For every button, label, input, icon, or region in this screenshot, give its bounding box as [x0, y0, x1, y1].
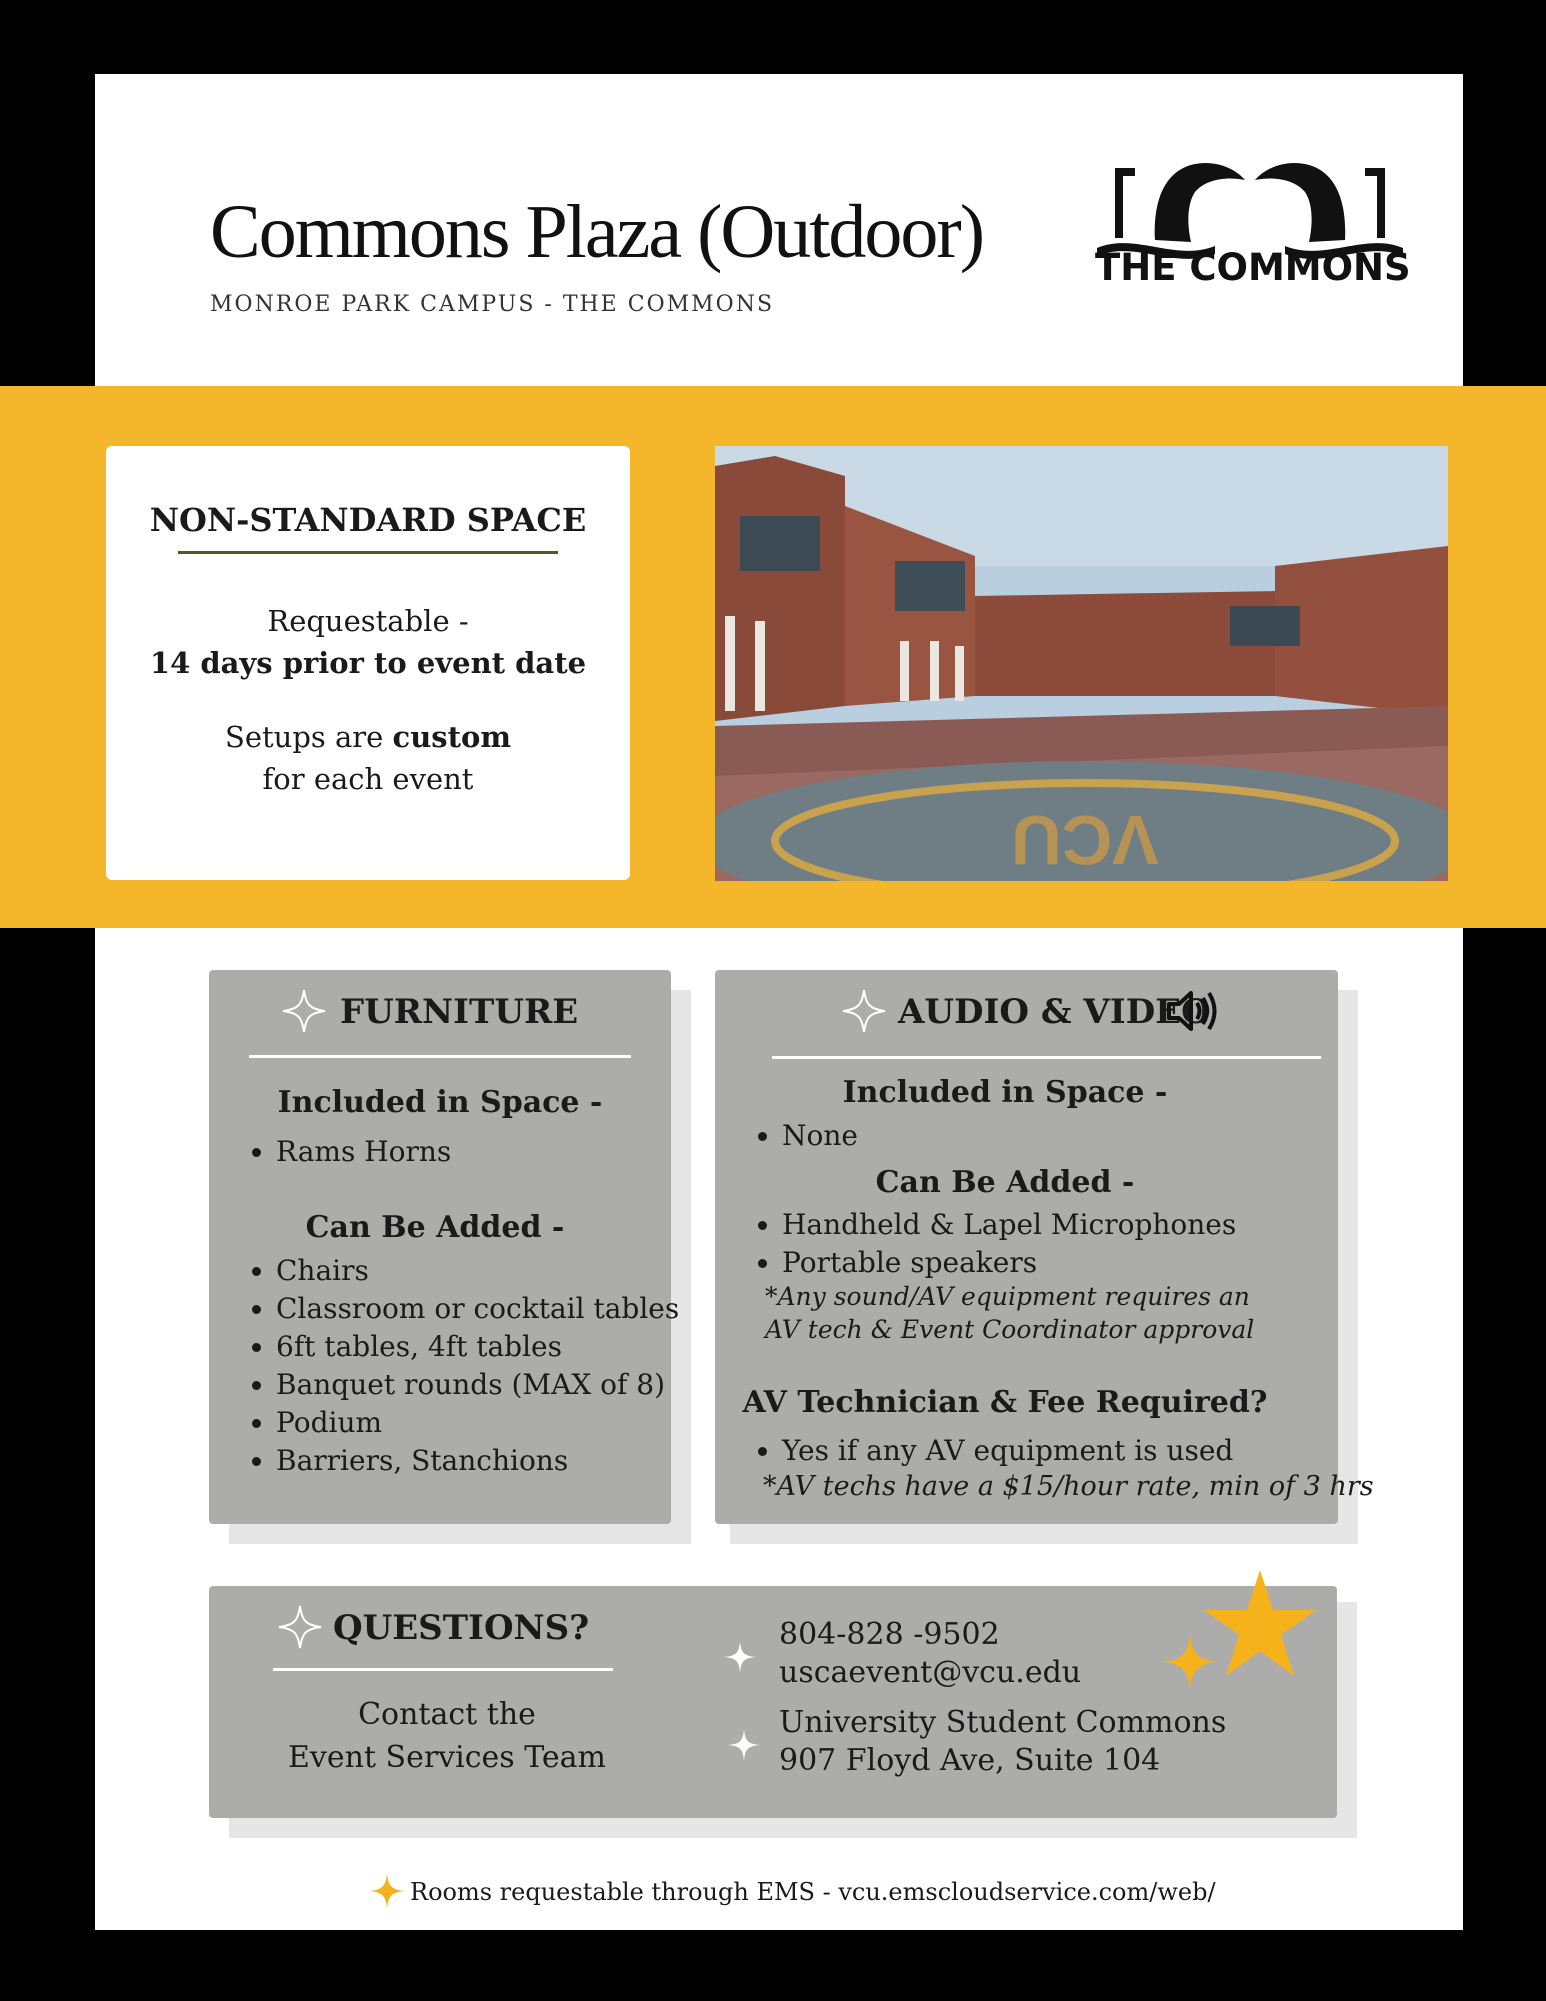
sparkle-icon [368, 1872, 406, 1910]
sparkle-icon [277, 1604, 323, 1650]
questions-divider [273, 1668, 613, 1671]
list-item: • None [782, 1117, 858, 1155]
av-included-label: Included in Space - [842, 1075, 1168, 1110]
av-tech-list [750, 1432, 1233, 1470]
furniture-heading: FURNITURE [340, 992, 579, 1032]
footer-note[interactable]: Rooms requestable through EMS - vcu.emscloudservice.com/web/ [410, 1878, 1216, 1906]
av-divider [772, 1056, 1321, 1059]
list-item: • Portable speakers [782, 1244, 1236, 1282]
email-address[interactable]: uscaevent@vcu.edu [779, 1655, 1082, 1690]
av-addable-label: Can Be Added - [875, 1165, 1135, 1200]
furniture-included-list [244, 1133, 451, 1171]
list-item: • Handheld & Lapel Microphones [782, 1206, 1236, 1244]
av-included-list [750, 1117, 858, 1155]
pavement-text: VCU [1011, 801, 1159, 879]
av-addable-list [750, 1206, 1236, 1282]
page-subtitle: MONROE PARK CAMPUS - THE COMMONS [210, 292, 775, 317]
page-title: Commons Plaza (Outdoor) [210, 190, 984, 274]
speaker-icon [1165, 988, 1217, 1034]
list-item: • Podium [276, 1404, 679, 1442]
list-item: • Classroom or cocktail tables [276, 1290, 679, 1328]
card-divider [178, 551, 558, 554]
av-panel [715, 970, 1374, 1524]
logo-text: THE COMMONS [1095, 246, 1411, 289]
sparkle-icon [841, 988, 887, 1034]
list-item: • Chairs [276, 1252, 679, 1290]
sparkle-icon [281, 988, 327, 1034]
contact-line1: Contact the [358, 1697, 536, 1732]
av-heading: AUDIO & VIDEO [898, 992, 1211, 1032]
av-tech-label: AV Technician & Fee Required? [742, 1385, 1268, 1420]
setups-line: Setups are custom [224, 720, 512, 754]
requestable-line: Requestable - [267, 604, 469, 638]
address-line1: University Student Commons [779, 1705, 1227, 1740]
non-standard-space-card [106, 446, 630, 880]
furniture-addable-list [244, 1252, 679, 1480]
sparkle-icon [727, 1728, 761, 1762]
list-item: • Yes if any AV equipment is used [782, 1432, 1233, 1470]
av-tech-note: *AV techs have a $15/hour rate, min of 3 hrs [763, 1471, 1374, 1502]
phone-number[interactable]: 804-828 -9502 [779, 1617, 1000, 1652]
contact-line2: Event Services Team [288, 1740, 606, 1775]
av-note-line2: AV tech & Event Coordinator approval [765, 1315, 1255, 1344]
questions-panel [209, 1586, 1337, 1818]
sparkle-icon [1160, 1632, 1220, 1692]
furniture-included-label: Included in Space - [277, 1085, 603, 1120]
furniture-divider [249, 1055, 631, 1058]
setups-line-2: for each event [262, 762, 474, 796]
list-item: • Banquet rounds (MAX of 8) [276, 1366, 679, 1404]
list-item: • 6ft tables, 4ft tables [276, 1328, 679, 1366]
plaza-photo [715, 446, 1448, 881]
address-line2: 907 Floyd Ave, Suite 104 [779, 1743, 1161, 1778]
furniture-addable-label: Can Be Added - [305, 1210, 565, 1245]
lead-time-line: 14 days prior to event date [149, 646, 587, 680]
av-note-line1: *Any sound/AV equipment requires an [765, 1282, 1250, 1311]
list-item: • Rams Horns [276, 1133, 451, 1171]
card-heading: NON-STANDARD SPACE [149, 501, 587, 539]
furniture-panel [209, 970, 680, 1524]
sparkle-icon [723, 1640, 757, 1674]
list-item: • Barriers, Stanchions [276, 1442, 679, 1480]
questions-heading: QUESTIONS? [333, 1608, 590, 1648]
